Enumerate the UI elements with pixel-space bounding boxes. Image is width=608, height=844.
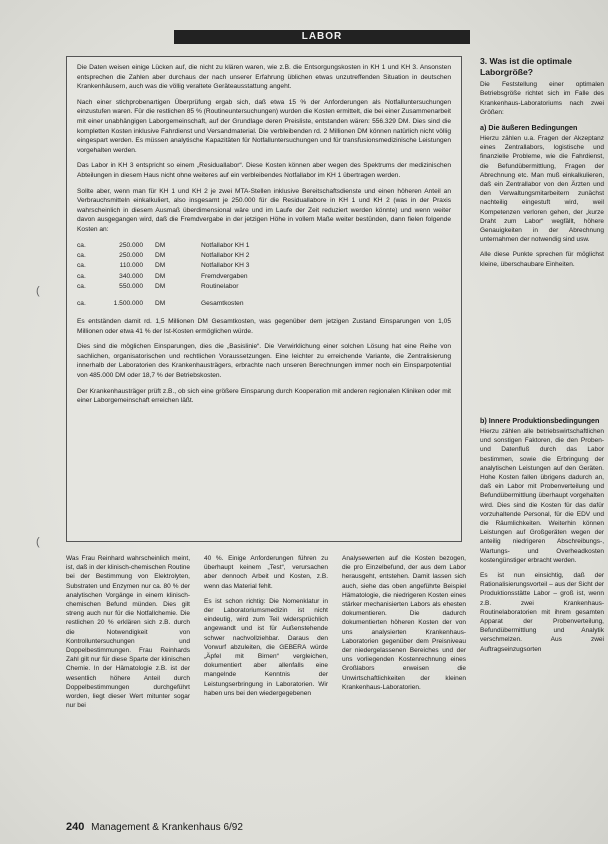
subheading-a: a) Die äußeren Bedingungen [480,123,578,132]
cost-prefix: ca. [77,299,86,307]
right-paragraph: Hierzu zählen u.a. Fragen der Akzeptanz eines Zentrallabors, logistische und finanzielle Probleme, wie die Fahrdienst, die Befundübermittlung, Fragen der Abrechnung etc. Man muß einkalkulieren, daß ein Zentrallabor von den Ärzten und den Verwaltungsmitarbeitern zunächst nachteilig eingestuft wird, weil Kompetenzen verloren gehen, der „kurze Draht zum Labor“ wegfällt, höhere Genauigkeiten in der Abrechnung unternahmen der notwendig sind usw. [480,135,604,244]
cost-row [77,261,249,271]
right-paragraph: Hierzu zählen alle betriebswirtschaftlichen und sonstigen Faktoren, die den Proben- und Datenfluß durch das Labor bestimmen, sowie die Erbringung der analytischen Leistungen auf den Geräten. Hohe Kosten fallen übrigens dadurch an, daß ein Labor mit Probenverteilung und Befundübermittlung überhaupt vorgehalten wird. Dies sind die Kosten für das dafür vorzuhaltende Personal, für die EDV und die Räumlichkeiten. Weiterhin können Leistungen auf Großgeräten wegen der anteilig niedrigeren Abschreibungs-, Wartungs- und Overheadkosten kostengünstiger erbracht werden. [480,428,604,564]
right-column-bottom-inner [480,416,604,654]
column-paragraph: Analysewerten auf die Kosten bezogen, die pro Einzelbefund, der aus dem Labor herausgeht, entstehen. Damit lassen sich auch, siehe das oben angeführte Beispiel Hämatologie, die niedrigeren Kosten eines stärker mechanisierten Labors als ehesten dokumentieren. Die dadurch dokumentierten höheren Kosten der von uns analysierten Krankenhaus-Laboratorien gegenüber dem Preisniveau der niedergelassenen Bereiches und der uns vorliegenden Kostenrechnung eines Großlabors erweisen die Unwirtschaftlichkeiten der kleinen Krankenhaus-Laboratorien. [342,555,466,691]
cost-prefix: ca. [77,283,86,291]
cost-row [77,251,249,261]
column-paragraph: 40 %. Einige Anforderungen führen zu überhaupt keinem „Test“, verursachen aber dennoch Arbeit und Kosten, z.B. wenn das Material fehlt. [204,555,328,590]
box-paragraph: Nach einer stichprobenartigen Überprüfung ergab sich, daß etwa 15 % der Anforderungen als Notfalluntersuchungen einzustufen waren. Für die restlichen 85 % (Routineuntersuchungen) wurden die Kosten ermittelt, die bei einer Zusammenarbeit mit einer unabhängigen Laborgemeinschaft, auf der Grundlage deren Preisliste, entstanden wären: 556.329 DM. Dies sind die kompletten Kosten inklusive Fahrdienst und Versandmaterial. Die verbleibenden rd. 2 Millionen DM können natürlich nicht völlig eingespart werden. Es müssen analytische Kapazitäten für Notfalluntersuchungen und für transfusionsmedizinische Leistungen vorgehalten werden. [77,98,451,154]
cost-prefix: ca. [77,272,86,280]
box-paragraph: Dies sind die möglichen Einsparungen, dies die „Basislinie“. Die Verwirklichung einer solchen Lösung hat eine Reihe von sachlichen, organisatorischen und rechtlichen Voraussetzungen. Eine leichter zu erreichende Variante, die Zentralisierung innerhalb der Laboratorien des Krankenhausträgers, erbrachte nach unseren Berechnungen immer noch ein Einsparpotential von 485.000 DM oder 18,7 % der Betriebskosten. [77,343,451,379]
box-paragraph: Die Daten weisen einige Lücken auf, die nicht zu klären waren, wie z.B. die Entsorgungskosten in KH 1 und KH 3. Ansonsten entsprechen die Zahlen aber durchaus der nach unserer Erfahrung üblichen etwas unzutreffenden Situation in deutschen Krankenhäusern, auch was die völlig veraltete Geräteausstattung angeht. [77,64,451,91]
page-number: 240 [66,821,85,833]
cost-unit: DM [155,299,166,307]
cost-prefix: ca. [77,241,86,249]
cost-unit: DM [155,251,166,259]
journal-name: Management & Krankenhaus 6/92 [91,822,243,833]
boxed-article-section [66,56,462,542]
cost-amount: 250.000 [119,251,143,259]
cost-table [77,241,249,309]
cost-amount: 1.500.000 [113,299,143,307]
body-column-3 [342,554,466,814]
subheading-b: b) Innere Produktionsbedingungen [480,416,600,425]
right-column-top [480,56,604,275]
right-paragraph: Alle diese Punkte sprechen für möglichst kleine, überschaubare Einheiten. [480,251,604,268]
section-label: LABOR [301,31,343,42]
page-footer [66,821,243,833]
column-paragraph: Es ist schon richtig: Die Nomenklatur in der Laboratoriumsmedizin ist nicht eindeutig, wird zum Teil widersprüchlich angewandt und ist für Außenstehende schwer nachvollziehbar. Daraus den Vorwurf abzuleiten, die GEBERA würde „Äpfel mit Birnen“ vergleichen, dokumentiert aber allenfalls eine mangelnde Kenntnis der Leistungserbringung in Laboratorien. Wir haben uns bei den wiedergegebenen [204,597,328,697]
right-paragraph: Es ist nun einsichtig, daß der Rationalisierungsvorteil – aus der Sicht der Produktionsstätte Labor – groß ist, wenn z.B. zwei Krankenhaus-Routinelaboratorien mit ihrem gesamten Apparat der Probenverteilung, Befundübermittlung und Analytik verschmelzen. Aus zwei Auftragseinzugsorten [480,572,604,653]
cost-label: Notfallabor KH 2 [201,251,250,259]
cost-amount: 110.000 [119,262,143,270]
cost-prefix: ca. [77,262,86,270]
box-paragraph: Das Labor in KH 3 entspricht so einem „Residuallabor“. Diese Kosten können aber wegen des Spektrums der medizinischen Abteilungen in diesem Haus nicht ohne weiteres auf ein verbleibendes Notfallabor im KH 1 übertragen werden. [77,162,451,179]
section-heading: 3. Was ist die optimale Laborgröße? [480,56,572,77]
cost-unit: DM [155,283,166,291]
box-paragraph: Der Krankenhausträger prüft z.B., ob sich eine größere Einsparung durch Kooperation mit anderen regionalen Kliniken oder mit einer Laborgemeinschaft erreichen läßt. [77,387,451,405]
cost-amount: 550.000 [119,283,143,291]
cost-row [77,241,249,251]
cost-prefix: ca. [77,251,86,259]
right-paragraph: Die Feststellung einer optimalen Betriebsgröße richtet sich im Falle des Krankenhaus-Laboratoriums nach zwei Größen: [480,81,604,116]
cost-label: Notfallabor KH 1 [201,241,250,249]
cost-unit: DM [155,272,166,280]
cost-total-row [77,293,249,309]
cost-unit: DM [155,262,166,270]
cost-amount: 340.000 [119,272,143,280]
binder-hole-mark: ( [36,536,40,548]
cost-label: Routinelabor [201,283,239,291]
cost-label: Notfallabor KH 3 [201,262,250,270]
column-paragraph: Was Frau Reinhard wahrscheinlich meint, ist, daß in der klinisch-chemischen Routine bei der Bestimmung von Elektrolyten, Substraten und Enzymen nur ca. 80 % der analytischen Vorgänge in einem klinisch-chemischen Befund münden. Dies gilt streng auch nur für die Notfallchemie. Die restlichen 20 % erklären sich z.B. durch die Notwendigkeit von Kontrolluntersuchungen und Doppelbestimmungen. Frau Reinhards Zahl gilt nur für diese Sparte der klinischen Chemie. In der Hämatologie z.B. ist der wesentlich höhere Anteil durch Doppelbestimmungen durchgeführt worden, liegt dieser Wert mitunter sogar nur bei [66,555,190,710]
section-header-bar [174,30,470,44]
binder-hole-mark: ( [36,285,40,297]
cost-row [77,272,249,282]
body-column-1 [66,554,190,814]
cost-unit: DM [155,241,166,249]
box-paragraph: Es entständen damit rd. 1,5 Millionen DM Gesamtkosten, was gegenüber dem jetzigen Zustand Einsparungen von 1,05 Millionen oder etwa 41 % der Ist-Kosten ermöglichen würde. [77,317,451,335]
box-paragraph: Sollte aber, wenn man für KH 1 und KH 2 je zwei MTA-Stellen inklusive Bereitschaftsdienste und einen höheren Anteil an Verbrauchsmitteln einkalkuliert, also insgesamt je 250.000 für die Residuallabore in KH 1 und KH 2 (was in der Praxis wahrscheinlich in diesem Ausmaß überdimensional wäre und im Laufe der Zeit reduziert werden könnte) und wenn weiter davon ausgegangen wird, daß die Fremdvergabe in der jetzigen Höhe in vollem Maße weiter bestünden, dann fielen folgende Kosten an: [77,187,451,233]
cost-label: Gesamtkosten [201,299,244,307]
cost-amount: 250.000 [119,241,143,249]
body-column-2 [204,554,328,814]
cost-row [77,282,249,292]
right-column-bottom [480,416,604,660]
cost-label: Fremdvergaben [201,272,248,280]
